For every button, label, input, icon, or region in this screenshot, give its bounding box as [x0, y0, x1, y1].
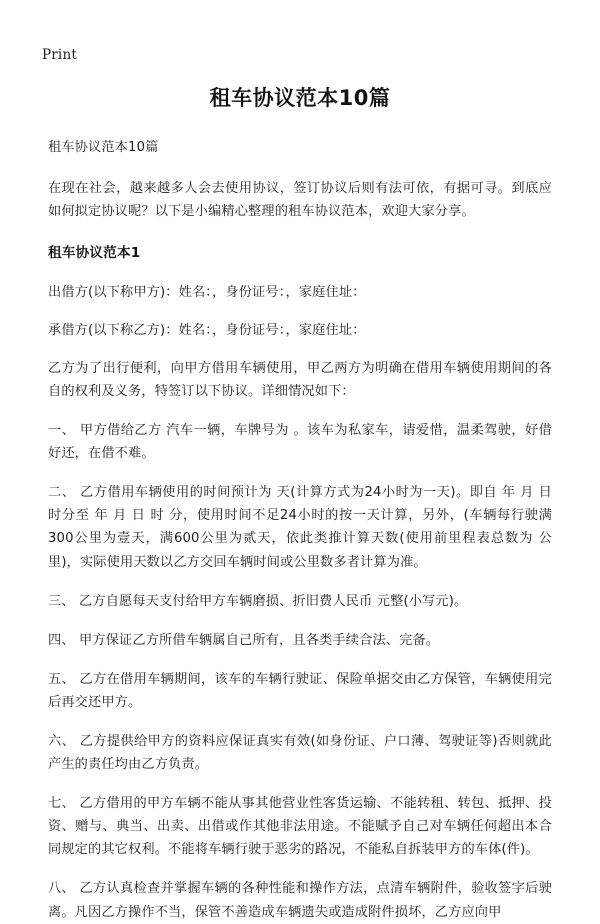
clause-paragraph: 二、 乙方借用车辆使用的时间预计为 天(计算方式为24小时为一天)。即自 年 月 日 时分至 年 月 日 时 分，使用时间不足24小时的按一天计算，另外，(车辆每行驶满300公里为壹天，满600公里为贰天，依此类推计算天数(使用前里程表总数为 公里)，实际使用天数以乙方交回车辆时间或公里数多者计算为准。: [48, 485, 552, 570]
clause-paragraph: 四、 甲方保证乙方所借车辆属自己所有，且各类手续合法、完备。: [48, 632, 440, 648]
clause-paragraph: 六、 乙方提供给甲方的资料应保证真实有效(如身份证、户口薄、驾驶证等)否则就此产生的责任均由乙方负责。: [48, 734, 552, 773]
print-toolbar: [0, 0, 600, 63]
clause-paragraph: 一、 甲方借给乙方 汽车一辆，车牌号为 。该车为私家车，请爱惜，温柔驾驶，好借好还，在借不难。: [48, 423, 552, 462]
intro-paragraph: 在现在社会，越来越多人会去使用协议，签订协议后则有法可依，有据可寻。到底应如何拟定协议呢？以下是小编精心整理的租车协议范本，欢迎大家分享。: [48, 181, 552, 220]
document-body: [0, 112, 600, 923]
clause-paragraph: 七、 乙方借用的甲方车辆不能从事其他营业性客货运输、不能转租、转包、抵押、投资、赠与、典当、出卖、出借或作其他非法用途。不能赋予自己对车辆任何超出本合同规定的其它权利。不能将车辆行驶于恶劣的路况，不能私自拆装甲方的车体(件)。: [48, 796, 552, 858]
preamble-paragraph: 乙方为了出行便利，向甲方借用车辆使用，甲乙两方为明确在借用车辆使用期间的各自的权利及义务，特签订以下协议。详细情况如下：: [48, 360, 552, 399]
document-subtitle: 租车协议范本10篇: [48, 140, 159, 156]
page-title: 租车协议范本10篇: [209, 86, 391, 110]
print-button[interactable]: Print: [42, 47, 77, 63]
section-heading: 租车协议范本1: [48, 244, 141, 261]
party-b-line: 承借方(以下称乙方)：姓名：，身份证号：，家庭住址：: [48, 322, 366, 338]
clause-paragraph: 五、 乙方在借用车辆期间，该车的车辆行驶证、保险单据交由乙方保管，车辆使用完后再交还甲方。: [48, 671, 552, 710]
clause-paragraph: 八、 乙方认真检查并掌握车辆的各种性能和操作方法，点清车辆附件，验收签字后驶离。凡因乙方操作不当，保管不善造成车辆遗失或造成附件损坏，乙方应向甲: [48, 881, 552, 920]
party-a-line: 出借方(以下称甲方)：姓名：，身份证号：，家庭住址：: [48, 284, 366, 300]
clause-paragraph: 三、 乙方自愿每天支付给甲方车辆磨损、折旧费人民币 元整(小写元)。: [48, 593, 468, 609]
